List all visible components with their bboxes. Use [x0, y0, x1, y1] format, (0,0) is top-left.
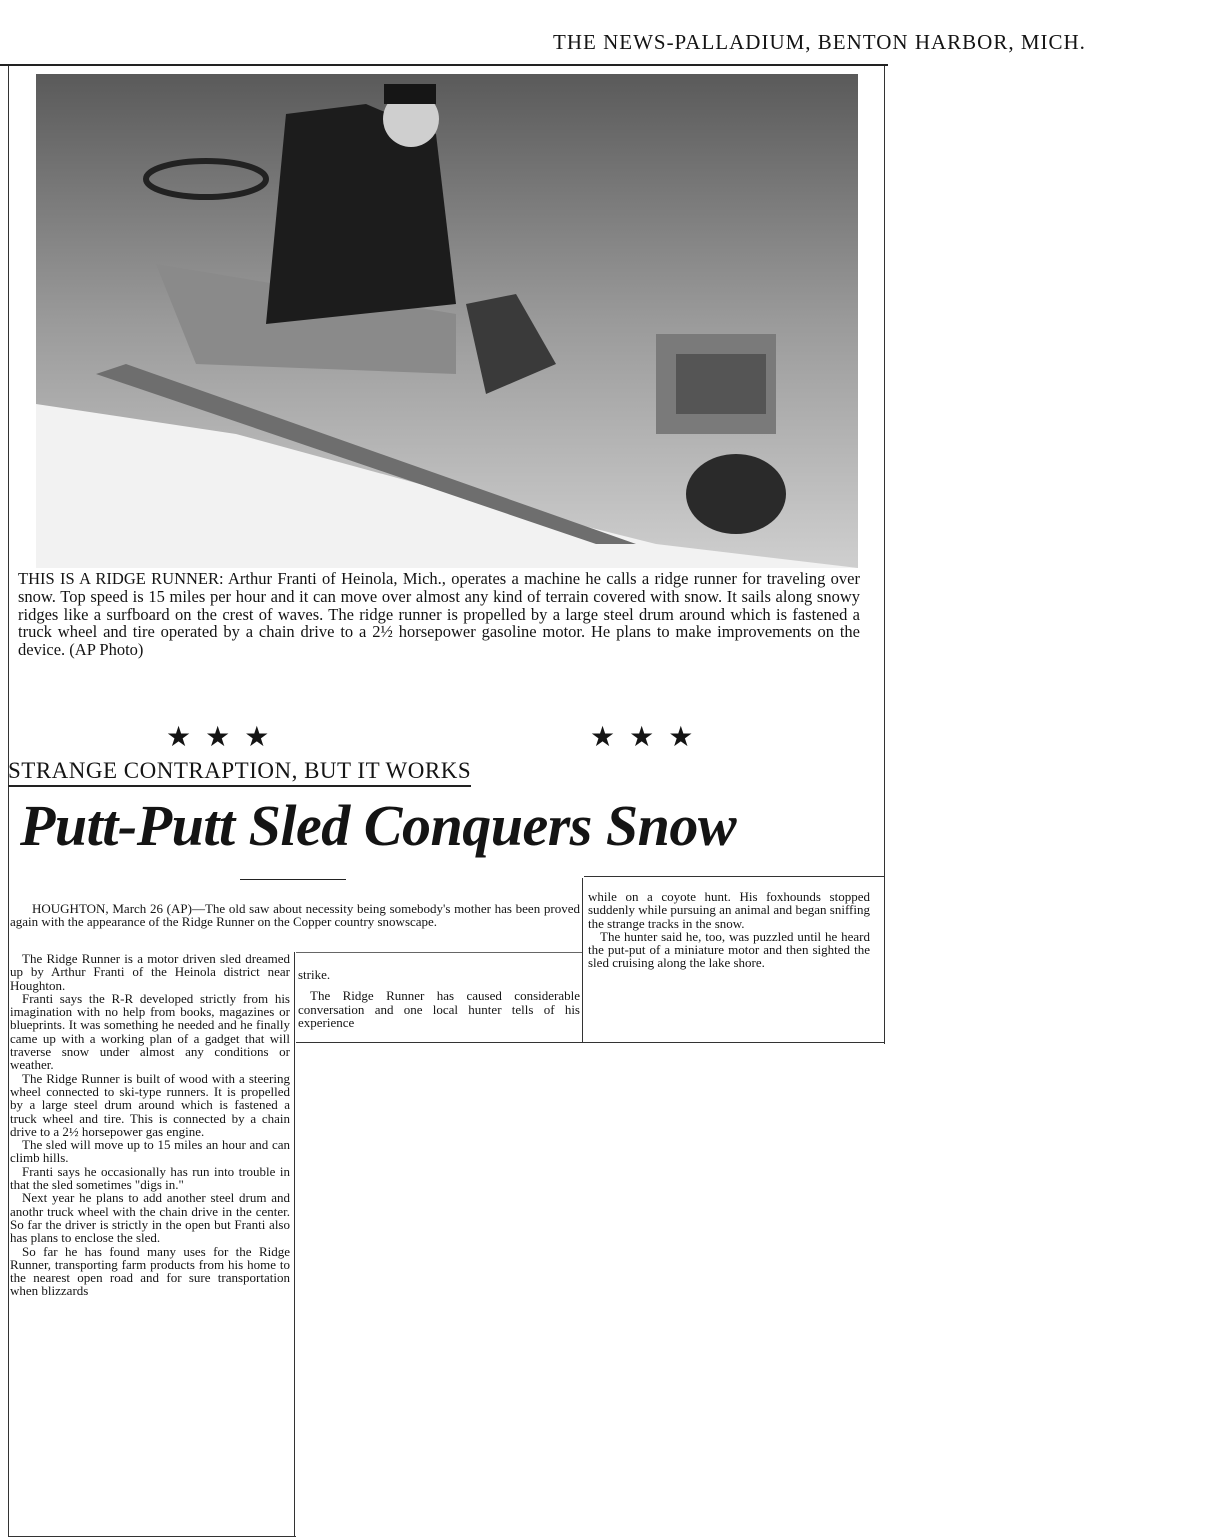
column-3-top-rule [584, 876, 884, 877]
masthead: THE NEWS-PALLADIUM, BENTON HARBOR, MICH. [553, 30, 1086, 54]
article-bottom-rule [296, 1042, 885, 1043]
stars-left: ★★★ [166, 722, 284, 753]
column-1-rule [294, 952, 295, 1536]
ridge-runner-photo [36, 74, 858, 568]
paragraph: So far he has found many uses for the Ridge Runner, transporting farm products from his home to the nearest open road and for sure transportation when blizzards [10, 1243, 290, 1299]
headline-rule [240, 879, 346, 880]
stars-right: ★★★ [590, 722, 708, 753]
column-1-bottom-rule [8, 1536, 296, 1537]
paragraph: The Ridge Runner is a motor driven sled dreamed up by Arthur Franti of the Heinola district near Houghton. [10, 951, 290, 993]
paragraph: The hunter said he, too, was puzzled until he heard the put-put of a miniature motor and then sighted the sled cruising along the lake shore. [588, 928, 870, 971]
right-column-rule [884, 66, 885, 1044]
column-2-rule [582, 878, 583, 1042]
masthead-rule [0, 64, 888, 66]
paragraph: while on a coyote hunt. His foxhounds stopped suddenly while pursuing an animal and began sniffing the strange tracks in the snow. [588, 889, 870, 931]
paragraph: Franti says the R-R developed strictly from his imagination with no help from books, magazines or blueprints. It was something he needed and he finally came up with a working plan of a gadget that will traverse snow under almost any conditions or weather. [10, 990, 290, 1073]
paragraph: The sled will move up to 15 miles an hour and can climb hills. [10, 1137, 290, 1166]
paragraph: Franti says he occasionally has run into trouble in that the sled sometimes "digs in." [10, 1163, 290, 1193]
lede-paragraph [10, 902, 580, 929]
column-2-top-rule [296, 952, 582, 953]
paragraph: strike. [298, 967, 331, 982]
paragraph: The Ridge Runner is built of wood with a steering wheel connected to ski-type runners. It is propelled by a large steel drum around which is fastened a truck wheel and tire. This is connected by a chain drive to a 2½ horsepower gas engine. [10, 1070, 290, 1139]
column-2 [298, 968, 580, 1029]
headline: Putt-Putt Sled Conquers Snow [20, 793, 737, 858]
column-3 [588, 890, 870, 970]
paragraph: Next year he plans to add another steel drum and anothr truck wheel with the chain drive in the center. So far the driver is strictly in the open but Franti also has plans to enclose the sled. [10, 1190, 290, 1246]
column-1 [10, 952, 290, 1298]
left-column-rule [8, 66, 9, 1536]
paragraph: The Ridge Runner has caused considerable conversation and one local hunter tells of his experience [298, 988, 580, 1030]
lede-text: HOUGHTON, March 26 (AP)—The old saw about necessity being somebody's mother has been proved again with the appearance of the Ridge Runner on the Copper country snowscape. [10, 901, 580, 930]
kicker-headline: STRANGE CONTRAPTION, BUT IT WORKS [8, 758, 471, 787]
photo-caption: THIS IS A RIDGE RUNNER: Arthur Franti of Heinola, Mich., operates a machine he calls a ridge runner for traveling over snow. Top speed is 15 miles per hour and it can move over almost any kind of terrain covered with snow. It sails along snowy ridges like a surfboard on the crest of waves. The ridge runner is propelled by a large steel drum around which is fastened a truck wheel and tire operated by a chain drive to a 2½ horsepower gasoline motor. He plans to make improvements on the device. (AP Photo) [18, 569, 860, 660]
news-photo [36, 74, 858, 568]
